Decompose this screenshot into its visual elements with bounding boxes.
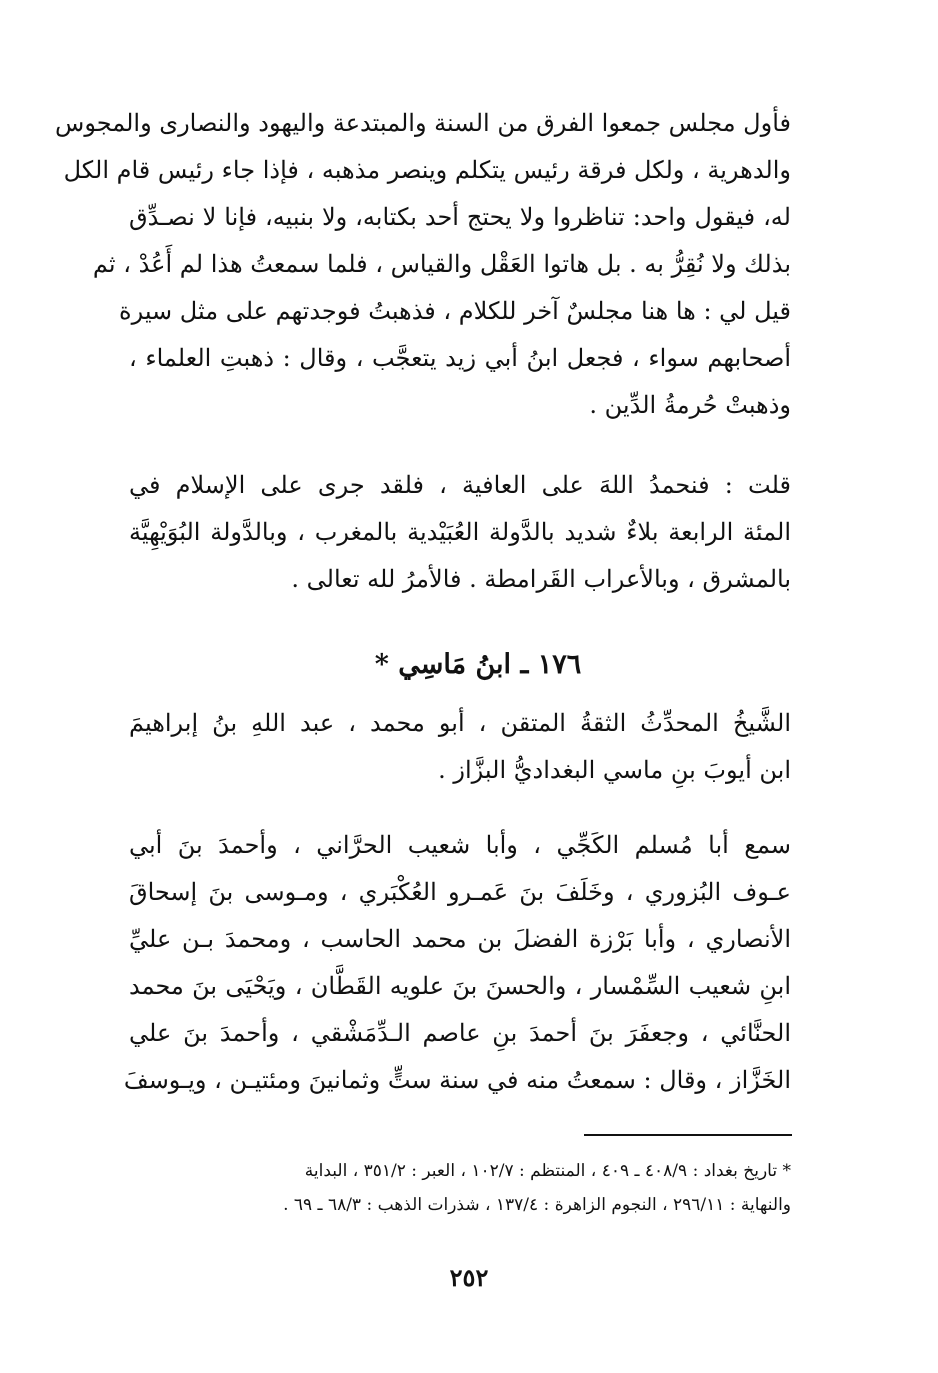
section-heading: ١٧٦ ـ ابنُ مَاسِي * xyxy=(374,649,582,680)
footnote-divider xyxy=(584,1134,792,1136)
text-line: بالمشرق ، وبالأعراب القَرامطة . فالأمرُ لله تعالى . xyxy=(291,565,791,593)
paragraph-4 xyxy=(123,822,792,1104)
text-line: عـوف البُزوري ، وخَلَفَ بنَ عَمـرو العُكْبَري ، ومـوسى بنَ إسحاقَ xyxy=(129,878,791,906)
paragraph-1 xyxy=(55,100,791,429)
text-line: المئة الرابعة بلاءٌ شديد بالدَّولة العُبَيْدية بالمغرب ، وبالدَّولة البُوَيْهِيَّة xyxy=(129,518,792,546)
text-line: بذلك ولا نُقِرُّ به . بل هاتوا العَقْل والقياس ، فلما سمعتُ هذا لم أَعُدْ ، ثم xyxy=(92,250,791,278)
text-line: فأول مجلس جمعوا الفرق من السنة والمبتدعة واليهود والنصارى والمجوس xyxy=(55,109,791,137)
text-line: والدهرية ، ولكل فرقة رئيس يتكلم وينصر مذهبه ، فإذا جاء رئيس قام الكل xyxy=(63,156,791,184)
footnote-line: * تاريخ بغداد : ٤٠٨/٩ ـ ٤٠٩ ، المنتظم : ١٠٢/٧ ، العبر : ٣٥١/٢ ، البداية xyxy=(304,1161,791,1181)
text-line: له، فيقول واحد: تناظروا ولا يحتج أحد بكتابه، ولا بنبيه، فإنا لا نصـدِّق xyxy=(129,203,791,231)
footnotes xyxy=(129,1154,791,1222)
text-line: قيل لي : ها هنا مجلسٌ آخر للكلام ، فذهبتُ فوجدتهم على مثل سيرة xyxy=(119,297,791,325)
text-line: الحنَّائي ، وجعفَرَ بنَ أحمدَ بنِ عاصم الـدِّمَشْقي ، وأحمدَ بنَ علي xyxy=(129,1019,792,1047)
text-line: الشَّيخُ المحدِّثُ الثقةُ المتقن ، أبو محمد ، عبد اللهِ بنُ إبراهيمَ xyxy=(129,709,791,737)
text-line: سمع أبا مُسلم الكَجِّي ، وأبا شعيب الحرَّاني ، وأحمدَ بنَ أبي xyxy=(129,831,791,859)
text-line: وذهبتْ حُرمةُ الدِّين . xyxy=(589,391,791,419)
page-number: ٢٥٢ xyxy=(449,1263,489,1292)
text-line: أصحابهم سواء ، فجعل ابنُ أبي زيد يتعجَّب ، وقال : ذهبتِ العلماء ، xyxy=(129,344,791,372)
paragraph-2 xyxy=(129,462,791,603)
text-line: قلت : فنحمدُ اللهَ على العافية ، فلقد جرى على الإسلام في xyxy=(129,471,791,499)
paragraph-3 xyxy=(129,700,791,794)
text-line: الخَزَّاز ، وقال : سمعتُ منه في سنة ستٍّ وثمانينَ ومئتيـن ، ويـوسفَ xyxy=(123,1066,791,1094)
text-line: ابنِ شعيب السِّمْسار ، والحسنَ بنَ علويه القَطَّان ، ويَحْيَى بنَ محمد xyxy=(129,972,791,1000)
footnote-line: والنهاية : ٢٩٦/١١ ، النجوم الزاهرة : ١٣٧/٤ ، شذرات الذهب : ٦٨/٣ ـ ٦٩ . xyxy=(283,1195,791,1215)
text-line: ابن أيوبَ بنِ ماسي البغداديُّ البزَّاز . xyxy=(438,756,791,784)
text-line: الأنصاري ، وأبا بَرْزة الفضلَ بن محمد الحاسب ، ومحمدَ بـن عليِّ xyxy=(129,925,791,953)
